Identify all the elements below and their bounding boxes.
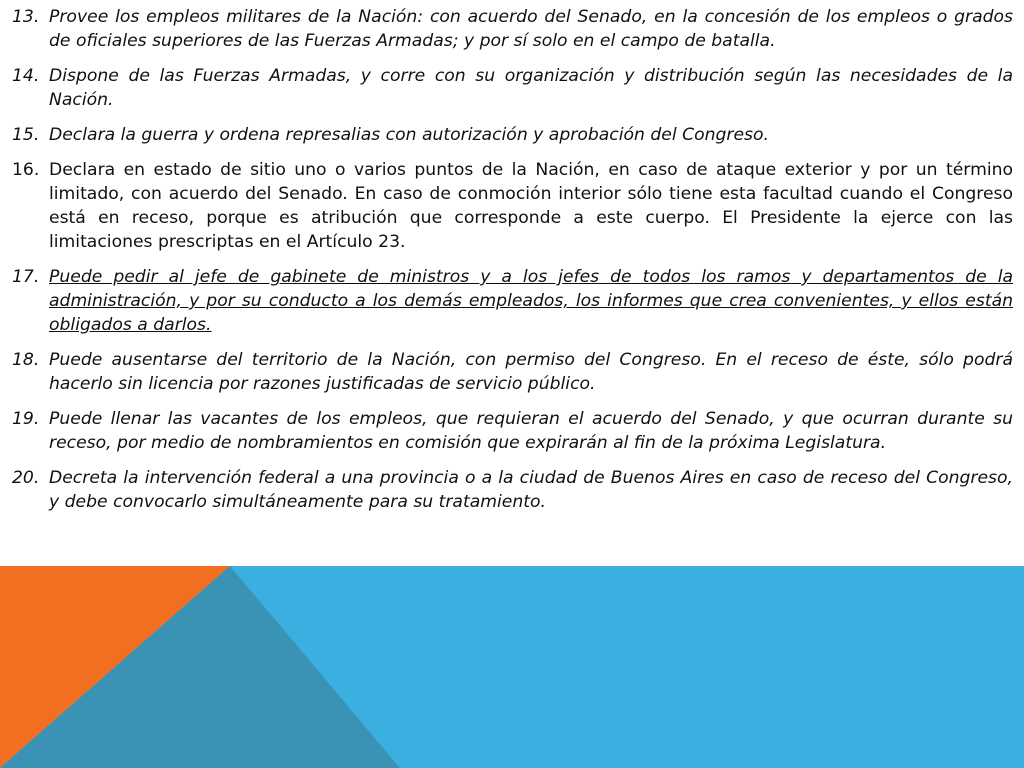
list-item-20: [12, 466, 1013, 514]
item-number: 20.: [12, 468, 40, 488]
list-item-17: [12, 265, 1013, 337]
list-item-19: [12, 407, 1013, 455]
item-text: Dispone de las Fuerzas Armadas, y corre con su organización y distribución según las necesidades de la Nación.: [49, 66, 1013, 110]
item-number: 17.: [12, 267, 40, 287]
article-list: [12, 5, 1013, 525]
item-text: Declara en estado de sitio uno o varios puntos de la Nación, en caso de ataque exterior y por un término limitado, con acuerdo del Senado. En caso de conmoción interior sólo tiene esta facultad cuando el Congreso está en receso, porque es atribución que corresponde a este cuerpo. El Presidente la ejerce con las limitaciones prescriptas en el Artículo 23.: [49, 160, 1013, 252]
list-item-16: [12, 158, 1013, 254]
item-number: 16.: [12, 160, 40, 180]
item-text: Provee los empleos militares de la Nación: con acuerdo del Senado, en la concesión de los empleos o grados de oficiales superiores de las Fuerzas Armadas; y por sí solo en el campo de batalla.: [49, 7, 1013, 51]
item-text: Puede llenar las vacantes de los empleos, que requieran el acuerdo del Senado, y que ocurran durante su receso, por medio de nombramientos en comisión que expirarán al fin de la próxima Legislatura.: [49, 409, 1013, 453]
item-text: Declara la guerra y ordena represalias con autorización y aprobación del Congreso.: [49, 125, 769, 145]
list-item-14: [12, 64, 1013, 112]
list-item-18: [12, 348, 1013, 396]
item-number: 19.: [12, 409, 40, 429]
item-text: Puede pedir al jefe de gabinete de ministros y a los jefes de todos los ramos y departamentos de la administración, y por su conducto a los demás empleados, los informes que crea convenientes, y ellos están obligados a darlos.: [49, 267, 1013, 335]
item-text: Puede ausentarse del territorio de la Nación, con permiso del Congreso. En el receso de éste, sólo podrá hacerlo sin licencia por razones justificadas de servicio público.: [49, 350, 1013, 394]
item-number: 18.: [12, 350, 40, 370]
item-number: 15.: [12, 125, 40, 145]
list-item-13: [12, 5, 1013, 53]
footer-decoration: [0, 566, 1024, 768]
list-item-15: [12, 123, 1013, 147]
item-text: Decreta la intervención federal a una provincia o a la ciudad de Buenos Aires en caso de receso del Congreso, y debe convocarlo simultáneamente para su tratamiento.: [49, 468, 1013, 512]
item-number: 13.: [12, 7, 40, 27]
item-number: 14.: [12, 66, 40, 86]
